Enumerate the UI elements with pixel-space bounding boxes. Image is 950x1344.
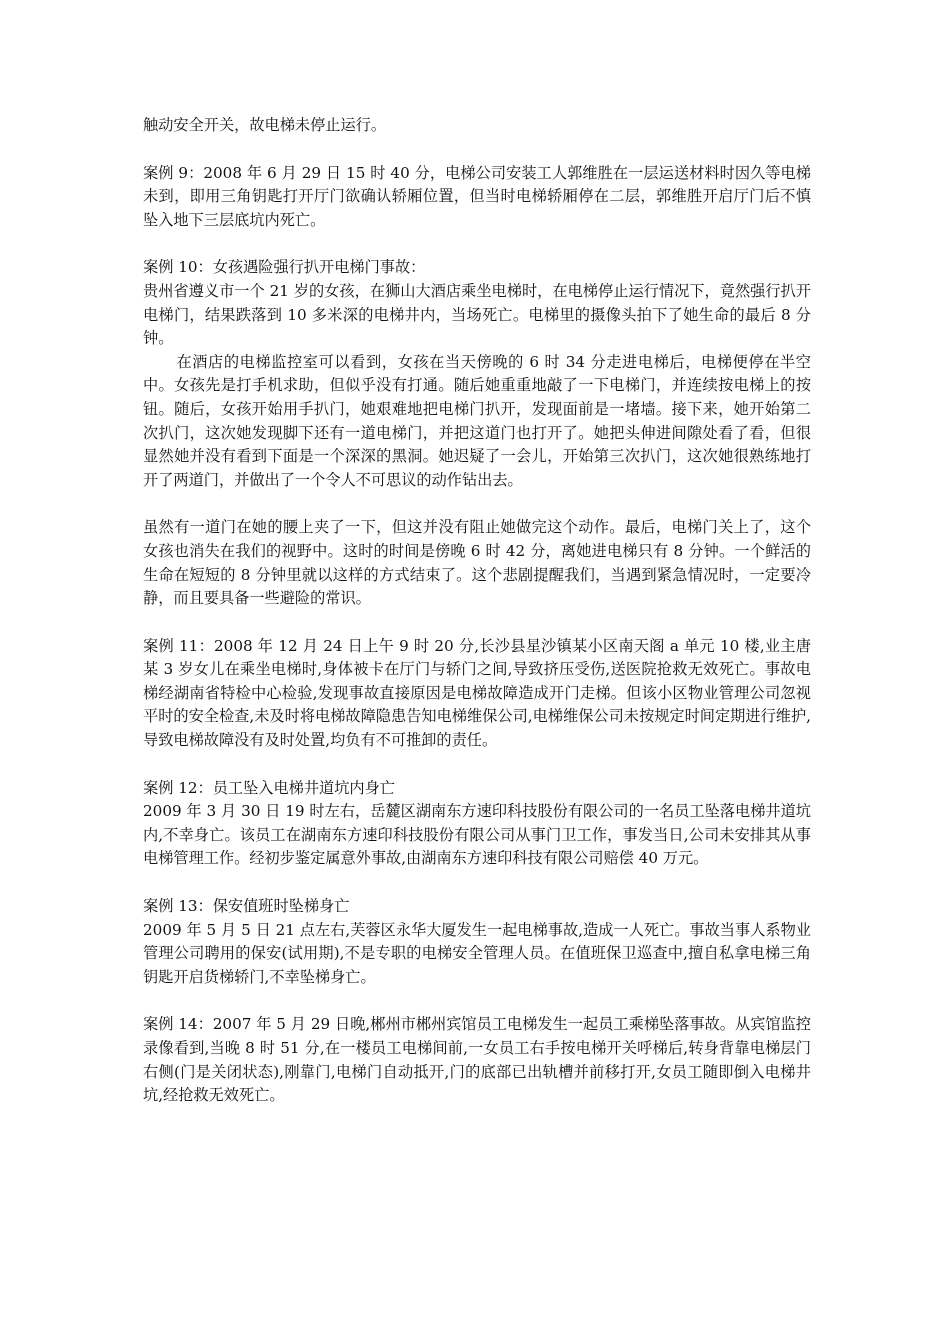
paragraph-case-10-body: 贵州省遵义市一个 21 岁的女孩，在狮山大酒店乘坐电梯时，在电梯停止运行情况下，竟然强行扒开电梯门，结果跌落到 10 多米深的电梯井内，当场死亡。电梯里的摄像头拍下了她生命的最后 8 分钟。 — [143, 281, 811, 348]
paragraph-gap — [143, 753, 811, 777]
paragraph-case-11: 案例 11：2008 年 12 月 24 日上午 9 时 20 分,长沙县星沙镇某小区南天阁 a 单元 10 楼,业主唐某 3 岁女儿在乘坐电梯时,身体被卡在厅门与轿门之间,导致挤压受伤,送医院抢救无效死亡。事故电梯经湖南省特检中心检验,发现事故直接原因是电梯故障造成开门走梯。但该小区物业管理公司忽视平时的安全检查,未及时将电梯故障隐患告知电梯维保公司,电梯维保公司未按规定时间定期进行维护,导致电梯故障没有及时处置,均负有不可推卸的责任。 — [143, 636, 811, 750]
paragraph-case-13-body: 2009 年 5 月 5 日 21 点左右,芙蓉区永华大厦发生一起电梯事故,造成一人死亡。事故当事人系物业管理公司聘用的保安(试用期),不是专职的电梯安全管理人员。在值班保卫巡查中,擅自私拿电梯三角钥匙开启货梯轿门,不幸坠梯身亡。 — [143, 920, 811, 986]
paragraph-case-12-title: 案例 12：员工坠入电梯井道坑内身亡 — [143, 778, 395, 797]
paragraph-case-8-end: 触动安全开关，故电梯未停止运行。 — [143, 116, 386, 134]
paragraph-gap — [143, 138, 811, 162]
paragraph-gap — [143, 871, 811, 895]
paragraph-case-10-detail: 在酒店的电梯监控室可以看到，女孩在当天傍晚的 6 时 34 分走进电梯后，电梯便停在半空中。女孩先是打手机求助，但似乎没有打通。随后她重重地敲了一下电梯门，并连续按电梯上的按钮。随后，女孩开始用手扒门，她艰难地把电梯门扒开，发现面前是一堵墙。接下来，她开始第二次扒门，这次她发现脚下还有一道电梯门，并把这道门也打开了。她把头伸进间隙处看了看，但很显然她并没有看到下面是一个深深的黑洞。她迟疑了一会儿，开始第三次扒门，这次她很熟练地打开了两道门，并做出了一个令人不可思议的动作钻出去。 — [143, 352, 811, 489]
paragraph-case-14: 案例 14：2007 年 5 月 29 日晚,郴州市郴州宾馆员工电梯发生一起员工乘梯坠落事故。从宾馆监控录像看到,当晚 8 时 51 分,在一楼员工电梯间前,一女员工右手按电梯开关呼梯后,转身背靠电梯层门右侧(门是关闭状态),刚靠门,电梯门自动抵开,门的底部已出轨槽并前移打开,女员工随即倒入电梯井坑,经抢救无效死亡。 — [143, 1015, 811, 1105]
paragraph-gap — [143, 492, 811, 516]
paragraph-gap — [143, 989, 811, 1013]
paragraph-case-10-conclusion: 虽然有一道门在她的腰上夹了一下，但这并没有阻止她做完这个动作。最后，电梯门关上了，这个女孩也消失在我们的视野中。这时的时间是傍晚 6 时 42 分，离她进电梯只有 8 分钟。一个鲜活的生命在短短的 8 分钟里就以这样的方式结束了。这个悲剧提醒我们，当遇到紧急情况时，一定要冷静，而且要具备一些避险的常识。 — [143, 518, 811, 608]
paragraph-case-12-body: 2009 年 3 月 30 日 19 时左右，岳麓区湖南东方速印科技股份有限公司的一名员工坠落电梯井道坑内,不幸身亡。该员工在湖南东方速印科技股份有限公司从事门卫工作，事发当日,公司未安排其从事电梯管理工作。经初步鉴定属意外事故,由湖南东方速印科技有限公司赔偿 40 万元。 — [143, 802, 811, 868]
paragraph-gap — [143, 232, 811, 256]
paragraph-case-13-title: 案例 13：保安值班时坠梯身亡 — [143, 897, 350, 916]
document-page — [143, 114, 811, 1108]
paragraph-case-10-title: 案例 10：女孩遇险强行扒开电梯门事故： — [143, 258, 426, 277]
paragraph-case-9: 案例 9：2008 年 6 月 29 日 15 时 40 分，电梯公司安装工人郭维胜在一层运送材料时因久等电梯未到，即用三角钥匙打开厅门欲确认轿厢位置，但当时电梯轿厢停在二层，郭维胜开启厅门后不慎坠入地下三层底坑内死亡。 — [143, 163, 811, 229]
paragraph-gap — [143, 611, 811, 635]
